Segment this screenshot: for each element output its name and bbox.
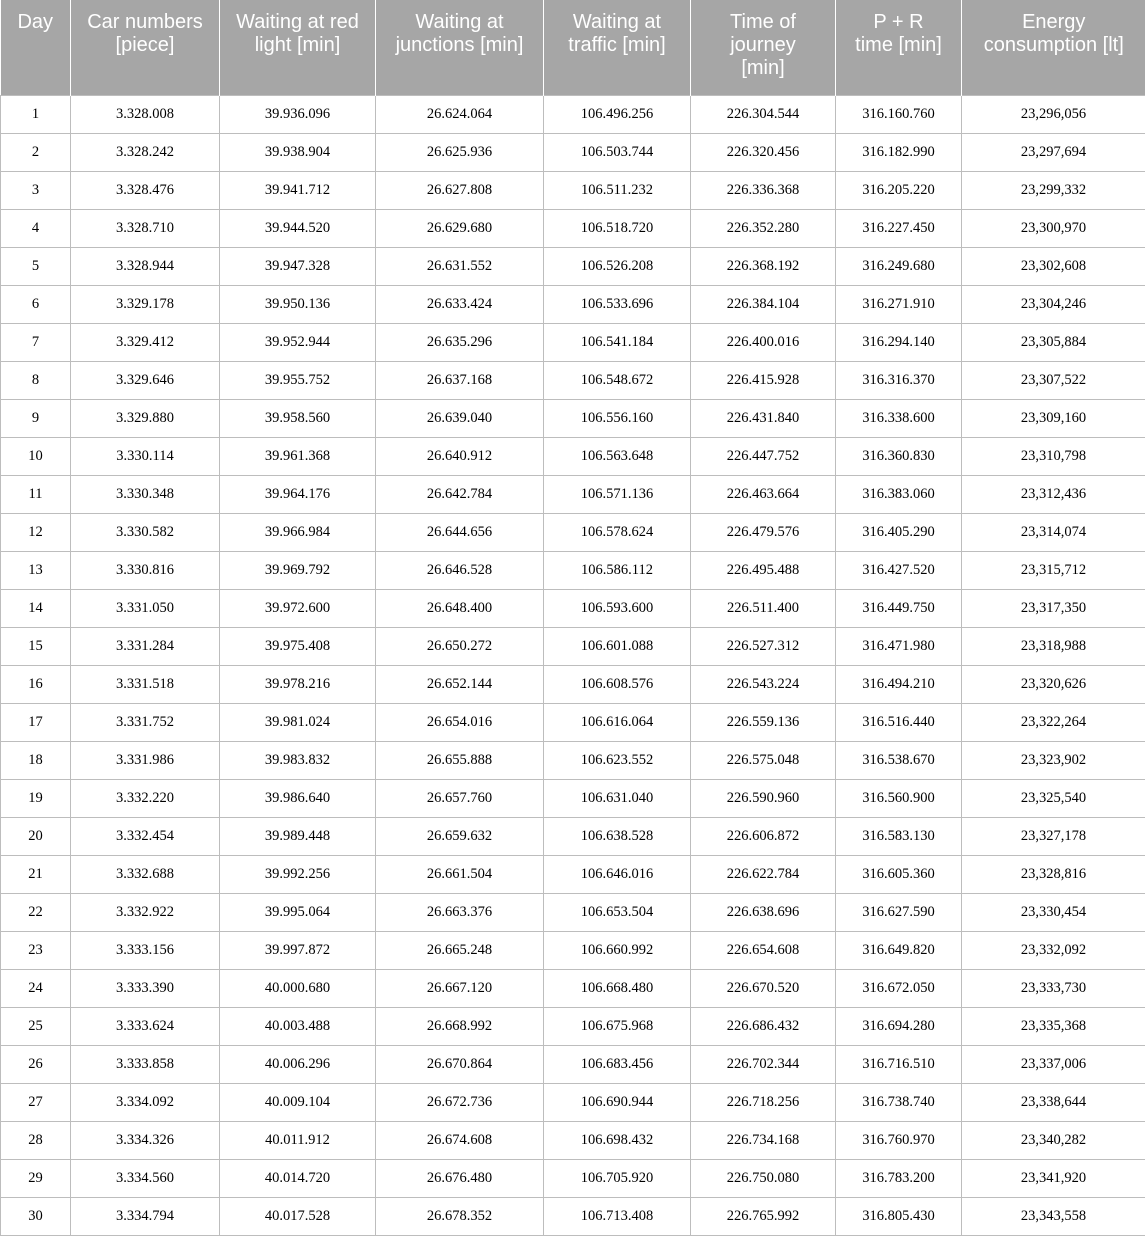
table-cell-car-numbers: 3.334.794 [71, 1197, 220, 1235]
table-cell-time-of-journey: 226.765.992 [691, 1197, 836, 1235]
table-cell-p-r-time: 316.360.830 [836, 437, 962, 475]
table-cell-day: 6 [1, 285, 71, 323]
table-cell-energy-consumption: 23,325,540 [962, 779, 1145, 817]
column-header-line: Waiting at red [236, 11, 359, 33]
table-cell-energy-consumption: 23,315,712 [962, 551, 1145, 589]
column-header-energy-consumption [962, 0, 1145, 95]
table-cell-waiting-at-junctions: 26.663.376 [376, 893, 544, 931]
table-cell-day: 5 [1, 247, 71, 285]
table-cell-waiting-at-junctions: 26.637.168 [376, 361, 544, 399]
table-cell-waiting-at-red-light: 40.006.296 [220, 1045, 376, 1083]
table-cell-waiting-at-traffic: 106.646.016 [544, 855, 691, 893]
table-cell-waiting-at-traffic: 106.503.744 [544, 133, 691, 171]
table-cell-waiting-at-traffic: 106.705.920 [544, 1159, 691, 1197]
table-row [1, 893, 1145, 931]
table-body [1, 95, 1145, 1235]
table-cell-energy-consumption: 23,328,816 [962, 855, 1145, 893]
table-cell-waiting-at-red-light: 39.964.176 [220, 475, 376, 513]
table-cell-car-numbers: 3.330.816 [71, 551, 220, 589]
table-cell-waiting-at-junctions: 26.633.424 [376, 285, 544, 323]
table-cell-waiting-at-junctions: 26.646.528 [376, 551, 544, 589]
table-cell-car-numbers: 3.331.284 [71, 627, 220, 665]
table-cell-day: 9 [1, 399, 71, 437]
column-header-line: Car numbers [87, 11, 203, 33]
table-cell-p-r-time: 316.716.510 [836, 1045, 962, 1083]
table-cell-waiting-at-red-light: 40.000.680 [220, 969, 376, 1007]
table-cell-car-numbers: 3.331.986 [71, 741, 220, 779]
column-header-line: [min] [741, 57, 785, 79]
table-row [1, 209, 1145, 247]
table-cell-time-of-journey: 226.543.224 [691, 665, 836, 703]
table-cell-waiting-at-red-light: 39.986.640 [220, 779, 376, 817]
table-cell-time-of-journey: 226.527.312 [691, 627, 836, 665]
table-row [1, 323, 1145, 361]
table-cell-car-numbers: 3.329.412 [71, 323, 220, 361]
table-cell-waiting-at-traffic: 106.653.504 [544, 893, 691, 931]
table-cell-waiting-at-junctions: 26.678.352 [376, 1197, 544, 1235]
table-cell-waiting-at-traffic: 106.601.088 [544, 627, 691, 665]
table-row [1, 361, 1145, 399]
table-cell-p-r-time: 316.227.450 [836, 209, 962, 247]
table-row [1, 627, 1145, 665]
table-cell-waiting-at-red-light: 39.938.904 [220, 133, 376, 171]
column-header-line: journey [730, 34, 796, 56]
table-cell-time-of-journey: 226.431.840 [691, 399, 836, 437]
table-cell-energy-consumption: 23,341,920 [962, 1159, 1145, 1197]
table-row [1, 1159, 1145, 1197]
column-header-line: Day [17, 11, 54, 33]
table-cell-time-of-journey: 226.463.664 [691, 475, 836, 513]
table-cell-energy-consumption: 23,340,282 [962, 1121, 1145, 1159]
table-cell-p-r-time: 316.338.600 [836, 399, 962, 437]
table-cell-car-numbers: 3.329.646 [71, 361, 220, 399]
table-cell-energy-consumption: 23,307,522 [962, 361, 1145, 399]
table-row [1, 247, 1145, 285]
table-row [1, 1007, 1145, 1045]
table-cell-time-of-journey: 226.384.104 [691, 285, 836, 323]
table-cell-waiting-at-junctions: 26.657.760 [376, 779, 544, 817]
table-cell-p-r-time: 316.182.990 [836, 133, 962, 171]
table-cell-waiting-at-traffic: 106.533.696 [544, 285, 691, 323]
table-cell-day: 18 [1, 741, 71, 779]
table-cell-energy-consumption: 23,312,436 [962, 475, 1145, 513]
table-cell-car-numbers: 3.331.752 [71, 703, 220, 741]
table-cell-day: 16 [1, 665, 71, 703]
table-cell-day: 26 [1, 1045, 71, 1083]
table-cell-p-r-time: 316.449.750 [836, 589, 962, 627]
table-cell-p-r-time: 316.471.980 [836, 627, 962, 665]
table-cell-energy-consumption: 23,310,798 [962, 437, 1145, 475]
table-cell-waiting-at-red-light: 39.989.448 [220, 817, 376, 855]
table-cell-car-numbers: 3.332.688 [71, 855, 220, 893]
table-cell-energy-consumption: 23,299,332 [962, 171, 1145, 209]
table-cell-waiting-at-red-light: 39.952.944 [220, 323, 376, 361]
table-cell-waiting-at-red-light: 39.950.136 [220, 285, 376, 323]
table-cell-p-r-time: 316.560.900 [836, 779, 962, 817]
table-row [1, 513, 1145, 551]
table-cell-p-r-time: 316.427.520 [836, 551, 962, 589]
table-cell-day: 27 [1, 1083, 71, 1121]
table-cell-waiting-at-junctions: 26.668.992 [376, 1007, 544, 1045]
table-cell-waiting-at-junctions: 26.659.632 [376, 817, 544, 855]
table-cell-p-r-time: 316.516.440 [836, 703, 962, 741]
table-cell-time-of-journey: 226.734.168 [691, 1121, 836, 1159]
column-header-line: Waiting at [415, 11, 504, 33]
table-row [1, 285, 1145, 323]
column-header-line: traffic [min] [568, 34, 666, 56]
table-cell-time-of-journey: 226.400.016 [691, 323, 836, 361]
table-cell-time-of-journey: 226.559.136 [691, 703, 836, 741]
table-cell-day: 30 [1, 1197, 71, 1235]
table-cell-car-numbers: 3.331.518 [71, 665, 220, 703]
table-cell-car-numbers: 3.332.454 [71, 817, 220, 855]
table-cell-car-numbers: 3.331.050 [71, 589, 220, 627]
table-cell-waiting-at-red-light: 40.011.912 [220, 1121, 376, 1159]
table-row [1, 855, 1145, 893]
table-cell-car-numbers: 3.329.880 [71, 399, 220, 437]
table-cell-p-r-time: 316.694.280 [836, 1007, 962, 1045]
table-cell-waiting-at-red-light: 40.009.104 [220, 1083, 376, 1121]
column-header-waiting-at-red-light [220, 0, 376, 95]
table-cell-waiting-at-traffic: 106.586.112 [544, 551, 691, 589]
table-cell-day: 22 [1, 893, 71, 931]
table-cell-time-of-journey: 226.750.080 [691, 1159, 836, 1197]
table-cell-energy-consumption: 23,337,006 [962, 1045, 1145, 1083]
table-cell-day: 14 [1, 589, 71, 627]
table-cell-waiting-at-traffic: 106.541.184 [544, 323, 691, 361]
table-cell-waiting-at-junctions: 26.629.680 [376, 209, 544, 247]
table-cell-energy-consumption: 23,332,092 [962, 931, 1145, 969]
table-cell-p-r-time: 316.294.140 [836, 323, 962, 361]
table-cell-waiting-at-red-light: 39.936.096 [220, 95, 376, 133]
table-row [1, 475, 1145, 513]
table-cell-day: 25 [1, 1007, 71, 1045]
table-cell-waiting-at-junctions: 26.644.656 [376, 513, 544, 551]
table-cell-waiting-at-junctions: 26.642.784 [376, 475, 544, 513]
table-cell-energy-consumption: 23,320,626 [962, 665, 1145, 703]
table-cell-day: 17 [1, 703, 71, 741]
table-row [1, 1083, 1145, 1121]
table-cell-day: 3 [1, 171, 71, 209]
table-cell-day: 15 [1, 627, 71, 665]
table-cell-waiting-at-red-light: 39.983.832 [220, 741, 376, 779]
column-header-day [1, 0, 71, 95]
table-row [1, 969, 1145, 1007]
table-cell-time-of-journey: 226.368.192 [691, 247, 836, 285]
table-cell-waiting-at-traffic: 106.623.552 [544, 741, 691, 779]
table-cell-time-of-journey: 226.718.256 [691, 1083, 836, 1121]
table-cell-waiting-at-red-light: 39.978.216 [220, 665, 376, 703]
table-cell-day: 24 [1, 969, 71, 1007]
table-cell-car-numbers: 3.332.220 [71, 779, 220, 817]
table-cell-waiting-at-red-light: 39.995.064 [220, 893, 376, 931]
table-cell-waiting-at-junctions: 26.639.040 [376, 399, 544, 437]
table-cell-waiting-at-traffic: 106.683.456 [544, 1045, 691, 1083]
table-cell-waiting-at-traffic: 106.690.944 [544, 1083, 691, 1121]
table-row [1, 437, 1145, 475]
column-header-line: [piece] [115, 34, 175, 56]
table-cell-day: 2 [1, 133, 71, 171]
table-row [1, 133, 1145, 171]
table-cell-time-of-journey: 226.575.048 [691, 741, 836, 779]
table-cell-p-r-time: 316.738.740 [836, 1083, 962, 1121]
table-row [1, 95, 1145, 133]
table-cell-waiting-at-traffic: 106.608.576 [544, 665, 691, 703]
table-cell-time-of-journey: 226.590.960 [691, 779, 836, 817]
table-cell-waiting-at-red-light: 39.981.024 [220, 703, 376, 741]
table-cell-time-of-journey: 226.670.520 [691, 969, 836, 1007]
table-cell-waiting-at-red-light: 39.997.872 [220, 931, 376, 969]
table-cell-waiting-at-junctions: 26.625.936 [376, 133, 544, 171]
column-header-p-r-time [836, 0, 962, 95]
table-row [1, 589, 1145, 627]
table-cell-day: 4 [1, 209, 71, 247]
table-cell-waiting-at-red-light: 40.014.720 [220, 1159, 376, 1197]
table-cell-energy-consumption: 23,302,608 [962, 247, 1145, 285]
table-cell-p-r-time: 316.649.820 [836, 931, 962, 969]
table-cell-car-numbers: 3.334.560 [71, 1159, 220, 1197]
table-cell-energy-consumption: 23,305,884 [962, 323, 1145, 361]
table-cell-waiting-at-traffic: 106.593.600 [544, 589, 691, 627]
column-header-line: Energy [1022, 11, 1086, 33]
table-cell-day: 11 [1, 475, 71, 513]
table-cell-p-r-time: 316.672.050 [836, 969, 962, 1007]
table-cell-waiting-at-junctions: 26.650.272 [376, 627, 544, 665]
table-cell-waiting-at-red-light: 39.941.712 [220, 171, 376, 209]
table-cell-car-numbers: 3.333.156 [71, 931, 220, 969]
table-cell-time-of-journey: 226.415.928 [691, 361, 836, 399]
table-cell-car-numbers: 3.333.390 [71, 969, 220, 1007]
table-cell-energy-consumption: 23,333,730 [962, 969, 1145, 1007]
table-cell-time-of-journey: 226.479.576 [691, 513, 836, 551]
table-cell-day: 19 [1, 779, 71, 817]
table-cell-p-r-time: 316.271.910 [836, 285, 962, 323]
table-cell-day: 28 [1, 1121, 71, 1159]
table-cell-car-numbers: 3.330.114 [71, 437, 220, 475]
table-cell-waiting-at-red-light: 39.958.560 [220, 399, 376, 437]
table-cell-time-of-journey: 226.606.872 [691, 817, 836, 855]
column-header-line: consumption [lt] [983, 34, 1124, 56]
table-row [1, 551, 1145, 589]
table-cell-waiting-at-traffic: 106.713.408 [544, 1197, 691, 1235]
table-cell-waiting-at-traffic: 106.556.160 [544, 399, 691, 437]
table-cell-energy-consumption: 23,323,902 [962, 741, 1145, 779]
table-cell-p-r-time: 316.583.130 [836, 817, 962, 855]
table-cell-waiting-at-red-light: 39.972.600 [220, 589, 376, 627]
table-cell-car-numbers: 3.328.944 [71, 247, 220, 285]
table-cell-time-of-journey: 226.447.752 [691, 437, 836, 475]
table-cell-waiting-at-junctions: 26.635.296 [376, 323, 544, 361]
table-cell-waiting-at-traffic: 106.660.992 [544, 931, 691, 969]
table-cell-energy-consumption: 23,314,074 [962, 513, 1145, 551]
table-cell-energy-consumption: 23,300,970 [962, 209, 1145, 247]
table-cell-waiting-at-red-light: 39.947.328 [220, 247, 376, 285]
table-cell-energy-consumption: 23,318,988 [962, 627, 1145, 665]
column-header-line: Time of [730, 11, 796, 33]
table-cell-energy-consumption: 23,335,368 [962, 1007, 1145, 1045]
table-cell-p-r-time: 316.205.220 [836, 171, 962, 209]
table-cell-waiting-at-junctions: 26.676.480 [376, 1159, 544, 1197]
table-cell-time-of-journey: 226.320.456 [691, 133, 836, 171]
table-cell-waiting-at-red-light: 40.003.488 [220, 1007, 376, 1045]
table-cell-time-of-journey: 226.654.608 [691, 931, 836, 969]
table-header [1, 0, 1145, 95]
table-cell-waiting-at-junctions: 26.624.064 [376, 95, 544, 133]
table-cell-day: 13 [1, 551, 71, 589]
table-cell-energy-consumption: 23,304,246 [962, 285, 1145, 323]
table-cell-car-numbers: 3.334.092 [71, 1083, 220, 1121]
table-cell-car-numbers: 3.328.242 [71, 133, 220, 171]
header-row [1, 0, 1145, 95]
table-cell-waiting-at-red-light: 39.961.368 [220, 437, 376, 475]
table-cell-energy-consumption: 23,343,558 [962, 1197, 1145, 1235]
table-cell-waiting-at-red-light: 39.955.752 [220, 361, 376, 399]
table-cell-p-r-time: 316.160.760 [836, 95, 962, 133]
table-cell-time-of-journey: 226.622.784 [691, 855, 836, 893]
table-cell-time-of-journey: 226.495.488 [691, 551, 836, 589]
table-cell-car-numbers: 3.328.008 [71, 95, 220, 133]
table-cell-p-r-time: 316.316.370 [836, 361, 962, 399]
table-cell-waiting-at-junctions: 26.661.504 [376, 855, 544, 893]
table-cell-p-r-time: 316.538.670 [836, 741, 962, 779]
table-cell-waiting-at-junctions: 26.667.120 [376, 969, 544, 1007]
table-cell-p-r-time: 316.783.200 [836, 1159, 962, 1197]
table-cell-p-r-time: 316.405.290 [836, 513, 962, 551]
table-cell-time-of-journey: 226.336.368 [691, 171, 836, 209]
table-cell-waiting-at-traffic: 106.675.968 [544, 1007, 691, 1045]
table-cell-car-numbers: 3.334.326 [71, 1121, 220, 1159]
table-cell-day: 20 [1, 817, 71, 855]
table-cell-waiting-at-traffic: 106.578.624 [544, 513, 691, 551]
table-cell-car-numbers: 3.329.178 [71, 285, 220, 323]
table-cell-energy-consumption: 23,330,454 [962, 893, 1145, 931]
column-header-time-of-journey [691, 0, 836, 95]
table-row [1, 931, 1145, 969]
table-cell-car-numbers: 3.328.710 [71, 209, 220, 247]
table-cell-waiting-at-junctions: 26.670.864 [376, 1045, 544, 1083]
table-cell-p-r-time: 316.249.680 [836, 247, 962, 285]
table-cell-waiting-at-traffic: 106.616.064 [544, 703, 691, 741]
table-cell-waiting-at-junctions: 26.652.144 [376, 665, 544, 703]
table-cell-p-r-time: 316.627.590 [836, 893, 962, 931]
table-cell-waiting-at-junctions: 26.640.912 [376, 437, 544, 475]
table-cell-energy-consumption: 23,338,644 [962, 1083, 1145, 1121]
table-cell-energy-consumption: 23,317,350 [962, 589, 1145, 627]
table-cell-energy-consumption: 23,296,056 [962, 95, 1145, 133]
column-header-line: time [min] [855, 34, 942, 56]
table-cell-waiting-at-junctions: 26.655.888 [376, 741, 544, 779]
column-header-line: Waiting at [572, 11, 662, 33]
table-cell-day: 10 [1, 437, 71, 475]
table-cell-waiting-at-traffic: 106.563.648 [544, 437, 691, 475]
table-cell-waiting-at-red-light: 40.017.528 [220, 1197, 376, 1235]
table-cell-day: 8 [1, 361, 71, 399]
table-row [1, 665, 1145, 703]
table-row [1, 1197, 1145, 1235]
table-cell-day: 1 [1, 95, 71, 133]
table-cell-energy-consumption: 23,297,694 [962, 133, 1145, 171]
table-cell-waiting-at-traffic: 106.638.528 [544, 817, 691, 855]
table-cell-waiting-at-junctions: 26.654.016 [376, 703, 544, 741]
table-row [1, 741, 1145, 779]
column-header-line: junctions [min] [395, 34, 524, 56]
table-cell-time-of-journey: 226.352.280 [691, 209, 836, 247]
table-cell-time-of-journey: 226.304.544 [691, 95, 836, 133]
table-cell-car-numbers: 3.332.922 [71, 893, 220, 931]
table-cell-day: 12 [1, 513, 71, 551]
table-row [1, 1121, 1145, 1159]
column-header-line: light [min] [254, 34, 341, 56]
table-row [1, 703, 1145, 741]
table-cell-p-r-time: 316.383.060 [836, 475, 962, 513]
table-cell-day: 7 [1, 323, 71, 361]
table-cell-time-of-journey: 226.511.400 [691, 589, 836, 627]
table-cell-waiting-at-red-light: 39.969.792 [220, 551, 376, 589]
table-cell-p-r-time: 316.605.360 [836, 855, 962, 893]
column-header-waiting-at-junctions [376, 0, 544, 95]
table-cell-waiting-at-red-light: 39.992.256 [220, 855, 376, 893]
table-cell-car-numbers: 3.333.624 [71, 1007, 220, 1045]
table-cell-energy-consumption: 23,327,178 [962, 817, 1145, 855]
table-cell-p-r-time: 316.494.210 [836, 665, 962, 703]
table-cell-car-numbers: 3.333.858 [71, 1045, 220, 1083]
table-cell-waiting-at-traffic: 106.511.232 [544, 171, 691, 209]
table-cell-car-numbers: 3.330.582 [71, 513, 220, 551]
table-cell-energy-consumption: 23,309,160 [962, 399, 1145, 437]
table-cell-waiting-at-junctions: 26.672.736 [376, 1083, 544, 1121]
table-cell-waiting-at-traffic: 106.496.256 [544, 95, 691, 133]
table-cell-car-numbers: 3.328.476 [71, 171, 220, 209]
table-cell-day: 23 [1, 931, 71, 969]
table-cell-p-r-time: 316.760.970 [836, 1121, 962, 1159]
table-row [1, 171, 1145, 209]
table-cell-waiting-at-traffic: 106.668.480 [544, 969, 691, 1007]
table-cell-waiting-at-junctions: 26.627.808 [376, 171, 544, 209]
table-cell-waiting-at-traffic: 106.631.040 [544, 779, 691, 817]
table-cell-day: 29 [1, 1159, 71, 1197]
table-cell-waiting-at-junctions: 26.631.552 [376, 247, 544, 285]
table-cell-time-of-journey: 226.686.432 [691, 1007, 836, 1045]
table-cell-time-of-journey: 226.638.696 [691, 893, 836, 931]
table-cell-waiting-at-traffic: 106.518.720 [544, 209, 691, 247]
table-row [1, 1045, 1145, 1083]
table-cell-car-numbers: 3.330.348 [71, 475, 220, 513]
table-row [1, 817, 1145, 855]
column-header-line: P + R [873, 11, 924, 33]
table-cell-p-r-time: 316.805.430 [836, 1197, 962, 1235]
table-cell-day: 21 [1, 855, 71, 893]
column-header-waiting-at-traffic [544, 0, 691, 95]
table-cell-waiting-at-traffic: 106.698.432 [544, 1121, 691, 1159]
table-cell-waiting-at-junctions: 26.648.400 [376, 589, 544, 627]
table-row [1, 399, 1145, 437]
column-header-car-numbers [71, 0, 220, 95]
table-cell-waiting-at-traffic: 106.526.208 [544, 247, 691, 285]
table-cell-time-of-journey: 226.702.344 [691, 1045, 836, 1083]
table-cell-waiting-at-red-light: 39.966.984 [220, 513, 376, 551]
table-cell-waiting-at-junctions: 26.665.248 [376, 931, 544, 969]
table-cell-waiting-at-red-light: 39.944.520 [220, 209, 376, 247]
table-cell-waiting-at-traffic: 106.548.672 [544, 361, 691, 399]
table-cell-waiting-at-junctions: 26.674.608 [376, 1121, 544, 1159]
table-cell-energy-consumption: 23,322,264 [962, 703, 1145, 741]
table-row [1, 779, 1145, 817]
table-cell-waiting-at-red-light: 39.975.408 [220, 627, 376, 665]
table-cell-waiting-at-traffic: 106.571.136 [544, 475, 691, 513]
